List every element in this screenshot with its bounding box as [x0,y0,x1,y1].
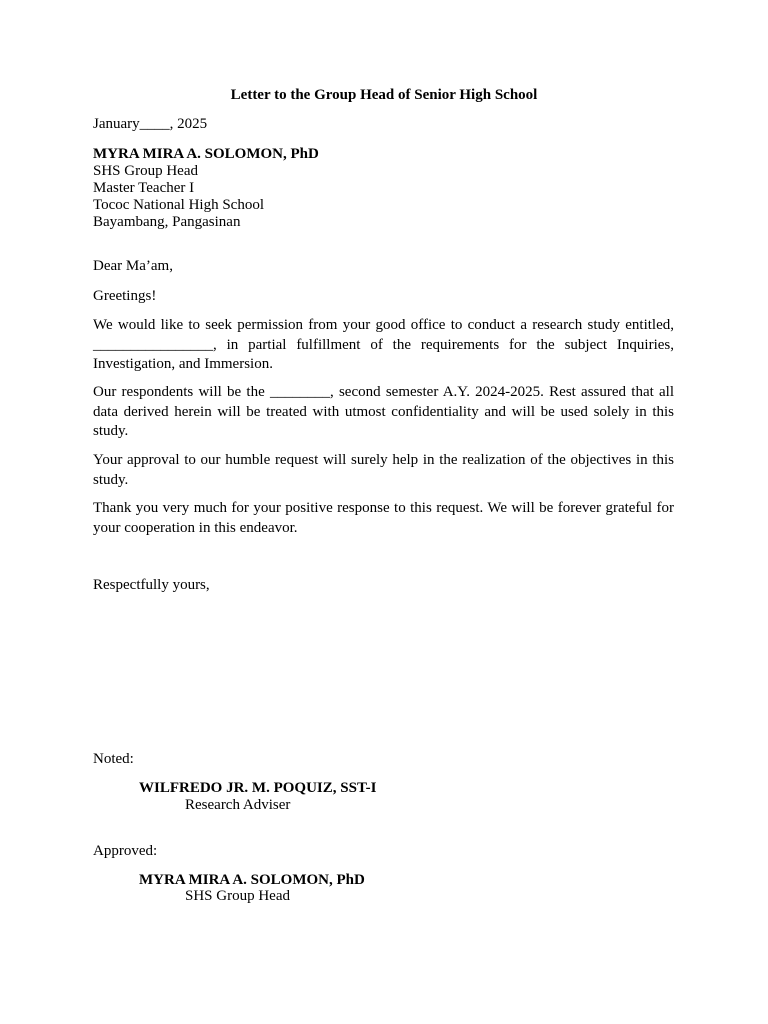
recipient-line: Master Teacher I [93,180,195,196]
salutation: Dear Ma’am, [93,258,173,274]
noted-label: Noted: [93,751,134,767]
recipient-line: Bayambang, Pangasinan [93,214,241,230]
noted-position: Research Adviser [185,797,291,813]
body-paragraph: Thank you very much for your positive response to this request. We will be forever grateful for your cooperation in this endeavor. [93,500,674,536]
recipient-block [93,146,674,231]
date-line: January____, 2025 [93,116,208,132]
recipient-line: SHS Group Head [93,163,198,179]
letter-title: Letter to the Group Head of Senior High School [230,87,538,103]
approved-name: MYRA MIRA A. SOLOMON, PhD [139,872,365,888]
recipient-line: Tococ National High School [93,197,264,213]
approved-label: Approved: [93,843,158,859]
recipient-name: MYRA MIRA A. SOLOMON, PhD [93,146,319,162]
body-paragraph: Your approval to our humble request will surely help in the realization of the objectives in this study. [93,452,674,488]
closing: Respectfully yours, [93,577,210,593]
noted-name: WILFREDO JR. M. POQUIZ, SST-I [139,780,377,796]
greeting: Greetings! [93,288,157,304]
body-paragraph: Our respondents will be the ________, second semester A.Y. 2024-2025. Rest assured that all data derived herein will be treated with utmost confidentiality and will be used solely in this study. [93,384,674,439]
body-paragraph: We would like to seek permission from your good office to conduct a research study entitled, ________________, in partial fulfillment of the requirements for the subject Inquiries, Investigation, and Immersion. [93,317,674,372]
approved-position: SHS Group Head [185,888,290,904]
